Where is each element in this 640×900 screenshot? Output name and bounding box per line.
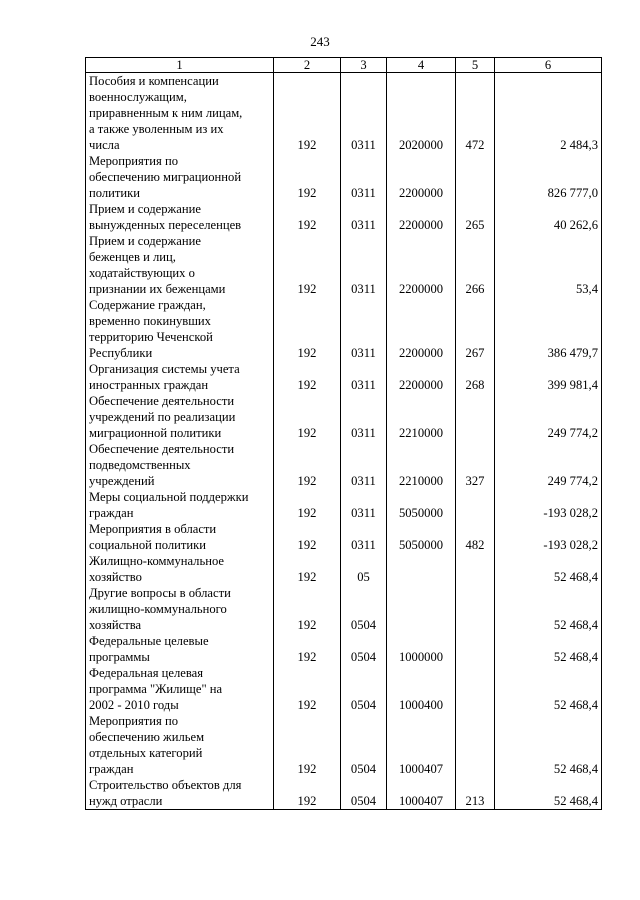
row-col-5: 267 <box>456 297 495 361</box>
row-col-5: 327 <box>456 441 495 489</box>
row-col-3: 0311 <box>341 361 387 393</box>
budget-table <box>85 57 602 810</box>
row-name: Содержание граждан, временно покинувших территорию Чеченской Республики <box>86 297 274 361</box>
row-name: Прием и содержание беженцев и лиц, ходатайствующих о признании их беженцами <box>86 233 274 297</box>
row-amount: 249 774,2 <box>495 441 602 489</box>
row-name: Мероприятия по обеспечению жильем отдельных категорий граждан <box>86 713 274 777</box>
table-row <box>86 73 602 154</box>
row-col-3: 0311 <box>341 393 387 441</box>
table-row <box>86 713 602 777</box>
row-name: Организация системы учета иностранных граждан <box>86 361 274 393</box>
row-amount: 386 479,7 <box>495 297 602 361</box>
row-col-4: 2200000 <box>387 297 456 361</box>
row-col-2: 192 <box>274 633 341 665</box>
row-col-5 <box>456 153 495 201</box>
row-col-2: 192 <box>274 553 341 585</box>
row-col-2: 192 <box>274 665 341 713</box>
row-col-3: 0504 <box>341 585 387 633</box>
row-col-2: 192 <box>274 441 341 489</box>
row-col-3: 0311 <box>341 73 387 154</box>
row-amount: 826 777,0 <box>495 153 602 201</box>
row-col-3: 0311 <box>341 201 387 233</box>
table-row <box>86 665 602 713</box>
row-col-4: 5050000 <box>387 521 456 553</box>
row-col-3: 0311 <box>341 297 387 361</box>
row-col-3: 0311 <box>341 441 387 489</box>
row-col-2: 192 <box>274 713 341 777</box>
row-col-4: 1000400 <box>387 665 456 713</box>
row-col-4: 2210000 <box>387 393 456 441</box>
row-col-4: 1000407 <box>387 713 456 777</box>
column-header-4: 4 <box>387 58 456 73</box>
table-row <box>86 441 602 489</box>
row-col-5: 213 <box>456 777 495 810</box>
table-row <box>86 201 602 233</box>
row-amount: 52 468,4 <box>495 553 602 585</box>
row-name: Прием и содержание вынужденных переселенцев <box>86 201 274 233</box>
table-row <box>86 489 602 521</box>
row-name: Меры социальной поддержки граждан <box>86 489 274 521</box>
table-row <box>86 521 602 553</box>
column-header-5: 5 <box>456 58 495 73</box>
row-col-5: 268 <box>456 361 495 393</box>
row-col-5 <box>456 713 495 777</box>
row-amount: 399 981,4 <box>495 361 602 393</box>
column-header-3: 3 <box>341 58 387 73</box>
row-col-2: 192 <box>274 777 341 810</box>
row-col-4: 2200000 <box>387 361 456 393</box>
row-col-3: 0504 <box>341 665 387 713</box>
row-name: Жилищно-коммунальное хозяйство <box>86 553 274 585</box>
row-col-5: 482 <box>456 521 495 553</box>
row-col-3: 0504 <box>341 777 387 810</box>
row-col-3: 0311 <box>341 153 387 201</box>
row-amount: 52 468,4 <box>495 713 602 777</box>
table-header-row <box>86 58 602 73</box>
row-name: Обеспечение деятельности подведомственных учреждений <box>86 441 274 489</box>
table-row <box>86 777 602 810</box>
row-col-4 <box>387 553 456 585</box>
row-amount: 40 262,6 <box>495 201 602 233</box>
row-name: Пособия и компенсации военнослужащим, приравненным к ним лицам, а также уволенным из их числа <box>86 73 274 154</box>
row-col-2: 192 <box>274 361 341 393</box>
row-col-5: 472 <box>456 73 495 154</box>
row-col-5: 266 <box>456 233 495 297</box>
row-amount: 52 468,4 <box>495 665 602 713</box>
row-col-4: 5050000 <box>387 489 456 521</box>
row-col-5 <box>456 489 495 521</box>
row-name: Мероприятия в области социальной политики <box>86 521 274 553</box>
table-row <box>86 585 602 633</box>
row-col-3: 0504 <box>341 633 387 665</box>
row-col-4: 1000407 <box>387 777 456 810</box>
table-row <box>86 297 602 361</box>
page-number: 243 <box>310 34 330 49</box>
row-amount: 2 484,3 <box>495 73 602 154</box>
row-col-2: 192 <box>274 521 341 553</box>
table-row <box>86 361 602 393</box>
row-col-5 <box>456 553 495 585</box>
row-name: Строительство объектов для нужд отрасли <box>86 777 274 810</box>
row-name: Другие вопросы в области жилищно-коммунального хозяйства <box>86 585 274 633</box>
table-row <box>86 553 602 585</box>
row-amount: 249 774,2 <box>495 393 602 441</box>
table-row <box>86 633 602 665</box>
row-col-2: 192 <box>274 585 341 633</box>
row-col-4: 1000000 <box>387 633 456 665</box>
row-col-3: 05 <box>341 553 387 585</box>
row-col-3: 0311 <box>341 521 387 553</box>
row-col-2: 192 <box>274 73 341 154</box>
table-row <box>86 153 602 201</box>
row-amount: -193 028,2 <box>495 489 602 521</box>
row-col-3: 0311 <box>341 233 387 297</box>
row-amount: -193 028,2 <box>495 521 602 553</box>
row-col-5: 265 <box>456 201 495 233</box>
row-col-2: 192 <box>274 489 341 521</box>
row-amount: 52 468,4 <box>495 633 602 665</box>
row-name: Федеральная целевая программа "Жилище" на 2002 - 2010 годы <box>86 665 274 713</box>
row-col-5 <box>456 585 495 633</box>
row-col-4: 2200000 <box>387 201 456 233</box>
row-col-2: 192 <box>274 233 341 297</box>
table-row <box>86 393 602 441</box>
row-name: Обеспечение деятельности учреждений по реализации миграционной политики <box>86 393 274 441</box>
row-col-2: 192 <box>274 297 341 361</box>
row-col-2: 192 <box>274 153 341 201</box>
row-amount: 52 468,4 <box>495 585 602 633</box>
row-col-3: 0504 <box>341 713 387 777</box>
column-header-1: 1 <box>86 58 274 73</box>
table-row <box>86 233 602 297</box>
row-col-5 <box>456 393 495 441</box>
row-col-4: 2200000 <box>387 153 456 201</box>
row-amount: 53,4 <box>495 233 602 297</box>
column-header-6: 6 <box>495 58 602 73</box>
row-col-4 <box>387 585 456 633</box>
row-col-5 <box>456 633 495 665</box>
row-col-2: 192 <box>274 393 341 441</box>
row-col-5 <box>456 665 495 713</box>
row-name: Федеральные целевые программы <box>86 633 274 665</box>
column-header-2: 2 <box>274 58 341 73</box>
table-body <box>86 73 602 810</box>
row-col-3: 0311 <box>341 489 387 521</box>
row-col-4: 2200000 <box>387 233 456 297</box>
row-col-4: 2020000 <box>387 73 456 154</box>
row-amount: 52 468,4 <box>495 777 602 810</box>
row-col-4: 2210000 <box>387 441 456 489</box>
row-name: Мероприятия по обеспечению миграционной политики <box>86 153 274 201</box>
row-col-2: 192 <box>274 201 341 233</box>
